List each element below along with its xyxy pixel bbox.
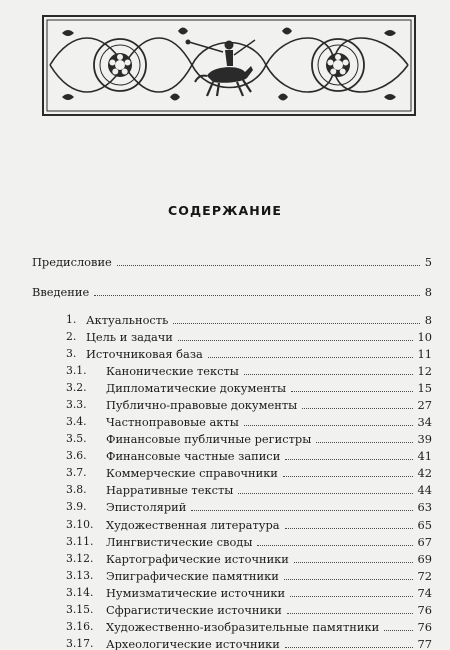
toc-entry-title: Картографические источники (106, 552, 289, 566)
toc-entry (0, 363, 450, 379)
toc-entry-page: 39 (417, 432, 432, 446)
dot-leader (283, 476, 413, 477)
toc-entry-page: 5 (424, 255, 432, 269)
toc-entry (0, 517, 450, 533)
toc-entry-title: Публично-правовые документы (106, 398, 298, 412)
toc-entry (0, 329, 450, 345)
toc-entry (0, 346, 450, 362)
toc-entry (0, 312, 450, 328)
toc-entry (0, 534, 450, 550)
toc-entry-title: Эпистолярий (106, 500, 187, 514)
toc-entry (0, 448, 450, 464)
toc-entry-title: Финансовые публичные регистры (106, 432, 312, 446)
toc-entry-page: 34 (417, 415, 432, 429)
toc-entry (0, 636, 450, 650)
toc-entry-number: 3.5. (66, 432, 87, 445)
toc-entry-number: 3.2. (66, 381, 87, 394)
rosette-icon (94, 39, 146, 91)
dot-leader (291, 391, 413, 392)
toc-entry-number: 2. (66, 330, 77, 343)
toc-entry-page: 27 (417, 398, 432, 412)
toc-entry-page: 67 (417, 535, 432, 549)
dot-leader (117, 265, 420, 266)
toc-entry (0, 284, 450, 300)
toc-entry-page: 10 (417, 330, 432, 344)
toc-entry-number: 3.4. (66, 415, 87, 428)
toc-entry-page: 69 (417, 552, 432, 566)
ornamental-banner-icon (42, 15, 416, 116)
toc-entry-page: 42 (417, 466, 432, 480)
toc-entry-title: Нарративные тексты (106, 483, 234, 497)
toc-entry-title: Предисловие (32, 255, 112, 269)
toc-entry (0, 499, 450, 515)
toc-entry-title: Коммерческие справочники (106, 466, 278, 480)
dot-leader (178, 340, 413, 341)
toc-entry-number: 3.10. (66, 518, 94, 531)
toc-entry (0, 465, 450, 481)
toc-entry-number: 3.7. (66, 466, 87, 479)
page-title: СОДЕРЖАНИЕ (167, 203, 283, 218)
toc-entry (0, 431, 450, 447)
toc-entry (0, 568, 450, 584)
toc-entry (0, 551, 450, 567)
toc-entry-number: 3. (66, 347, 77, 360)
toc-entry-number: 3.12. (66, 552, 94, 565)
toc-entry (0, 254, 450, 270)
toc-entry-title: Актуальность (86, 313, 169, 327)
toc-entry-page: 63 (417, 500, 432, 514)
dot-leader (173, 323, 420, 324)
toc-entry-number: 3.15. (66, 603, 94, 616)
dot-leader (294, 562, 413, 563)
toc-entry-page: 65 (417, 518, 432, 532)
toc-entry-title: Дипломатические документы (106, 381, 287, 395)
toc-entry-page: 44 (417, 483, 432, 497)
toc-entry-number: 3.14. (66, 586, 94, 599)
dot-leader (302, 408, 413, 409)
toc-entry (0, 397, 450, 413)
toc-entry-number: 3.6. (66, 449, 87, 462)
toc-entry-page: 8 (424, 285, 432, 299)
toc-entry-title: Нумизматические источники (106, 586, 286, 600)
toc-entry-number: 3.3. (66, 398, 87, 411)
toc-entry (0, 602, 450, 618)
dot-leader (257, 545, 413, 546)
toc-entry-title: Введение (32, 285, 90, 299)
dot-leader (284, 579, 413, 580)
toc-entry-number: 3.1. (66, 364, 87, 377)
toc-entry (0, 380, 450, 396)
dot-leader (285, 647, 413, 648)
dot-leader (285, 459, 413, 460)
toc-entry-page: 74 (417, 586, 432, 600)
toc-entry-title: Археологические источники (106, 637, 280, 650)
toc-entry-title: Источниковая база (86, 347, 203, 361)
toc-entry-page: 12 (417, 364, 432, 378)
toc-entry-title: Финансовые частные записи (106, 449, 281, 463)
dot-leader (287, 613, 413, 614)
toc-entry-page: 72 (417, 569, 432, 583)
toc-entry-number: 3.17. (66, 637, 94, 650)
toc-entry (0, 482, 450, 498)
toc-entry (0, 585, 450, 601)
toc-entry-title: Художественная литература (106, 518, 280, 532)
toc-entry-page: 15 (417, 381, 432, 395)
horseman-icon (186, 40, 256, 97)
dot-leader (244, 374, 413, 375)
rosette-icon (312, 39, 364, 91)
dot-leader (290, 596, 413, 597)
dot-leader (238, 493, 413, 494)
toc-entry-number: 3.9. (66, 500, 87, 513)
toc-entry-title: Сфрагистические источники (106, 603, 282, 617)
toc-entry (0, 619, 450, 635)
toc-entry-number: 1. (66, 313, 77, 326)
toc-entry-page: 41 (417, 449, 432, 463)
toc-entry-number: 3.13. (66, 569, 94, 582)
dot-leader (244, 425, 413, 426)
toc-entry-page: 8 (424, 313, 432, 327)
toc-entry-number: 3.16. (66, 620, 94, 633)
dot-leader (208, 357, 413, 358)
toc-entry-title: Частноправовые акты (106, 415, 239, 429)
toc-entry-page: 76 (417, 620, 432, 634)
toc-entry-number: 3.11. (66, 535, 94, 548)
toc-entry-page: 76 (417, 603, 432, 617)
dot-leader (191, 510, 413, 511)
toc-entry (0, 414, 450, 430)
dot-leader (285, 528, 413, 529)
toc-entry-number: 3.8. (66, 483, 87, 496)
toc-entry-title: Художественно-изобразительные памятники (106, 620, 380, 634)
toc-entry-title: Лингвистические своды (106, 535, 253, 549)
toc-entry-title: Цель и задачи (86, 330, 173, 344)
dot-leader (316, 442, 413, 443)
toc-entry-page: 11 (417, 347, 432, 361)
toc-entry-title: Эпиграфические памятники (106, 569, 279, 583)
toc-entry-title: Канонические тексты (106, 364, 239, 378)
dot-leader (384, 630, 413, 631)
dot-leader (94, 295, 420, 296)
toc-entry-page: 77 (417, 637, 432, 650)
